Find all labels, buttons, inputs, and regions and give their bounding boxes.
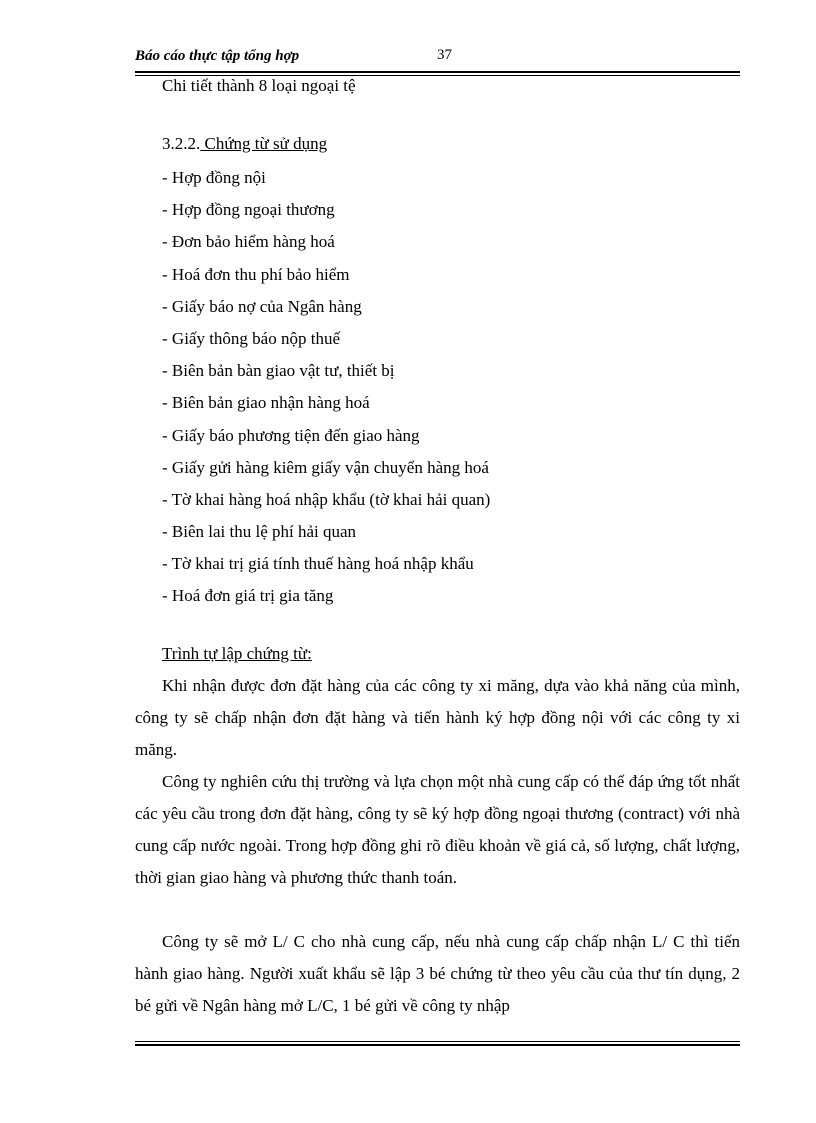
- list-item: - Biên lai thu lệ phí hải quan: [162, 522, 357, 542]
- list-item: - Biên bản giao nhận hàng hoá: [162, 393, 370, 413]
- footer-rule-thin: [135, 1041, 740, 1042]
- list-item: - Đơn bảo hiểm hàng hoá: [162, 232, 335, 252]
- document-list: [162, 166, 490, 617]
- section-title: Chứng từ sử dụng: [200, 134, 328, 153]
- list-item: - Hoá đơn thu phí bảo hiểm: [162, 264, 350, 284]
- paragraph-letter-of-credit: Công ty sẽ mở L/ C cho nhà cung cấp, nếu nhà cung cấp chấp nhận L/ C thì tiến hành giao hàng. Người xuất khẩu sẽ lập 3 bé chứng từ theo yêu cầu của thư tín dụng, 2 bé gửi về Ngân hàng mở L/C, 1 bé gửi về công ty nhập: [135, 932, 740, 1015]
- procedure-heading: Trình tự lập chứng từ:: [162, 644, 312, 663]
- list-item: - Giấy thông báo nộp thuế: [162, 328, 340, 348]
- header-rule-thick: [135, 71, 740, 73]
- list-item: - Hợp đồng nội: [162, 168, 266, 187]
- section-heading: [162, 134, 327, 154]
- list-item: - Giấy báo nợ của Ngân hàng: [162, 296, 362, 316]
- paragraph-order-receipt: Khi nhận được đơn đặt hàng của các công ty xi măng, dựa vào khả năng của mình, công ty sẽ chấp nhận đơn đặt hàng và tiến hành ký hợp đồng nội với các công ty xi măng.: [135, 676, 740, 759]
- list-item: - Tờ khai hàng hoá nhập khẩu (tờ khai hải quan): [162, 489, 491, 509]
- list-item: - Biên bản bàn giao vật tư, thiết bị: [162, 361, 395, 381]
- page-number: 37: [437, 47, 452, 63]
- list-item: - Hợp đồng ngoại thương: [162, 200, 335, 220]
- list-item: - Giấy gửi hàng kiêm giấy vận chuyển hàng hoá: [162, 457, 489, 477]
- paragraph-supplier-selection: Công ty nghiên cứu thị trường và lựa chọn một nhà cung cấp có thể đáp ứng tốt nhất các yêu cầu trong đơn đặt hàng, công ty sẽ ký hợp đồng ngoại thương (contract) với nhà cung cấp nước ngoài. Trong hợp đồng ghi rõ điều khoản về giá cả, số lượng, chất lượng, thời gian giao hàng và phương thức thanh toán.: [135, 772, 740, 887]
- section-number: 3.2.2.: [162, 134, 201, 153]
- footer-rule-thick: [135, 1044, 740, 1046]
- list-item: - Tờ khai trị giá tính thuế hàng hoá nhập khẩu: [162, 554, 474, 574]
- list-item: - Hoá đơn giá trị gia tăng: [162, 586, 334, 606]
- intro-line: Chi tiết thành 8 loại ngoại tệ: [162, 76, 356, 95]
- list-item: - Giấy báo phương tiện đến giao hàng: [162, 425, 420, 445]
- header-title: Báo cáo thực tập tổng hợp: [135, 48, 300, 64]
